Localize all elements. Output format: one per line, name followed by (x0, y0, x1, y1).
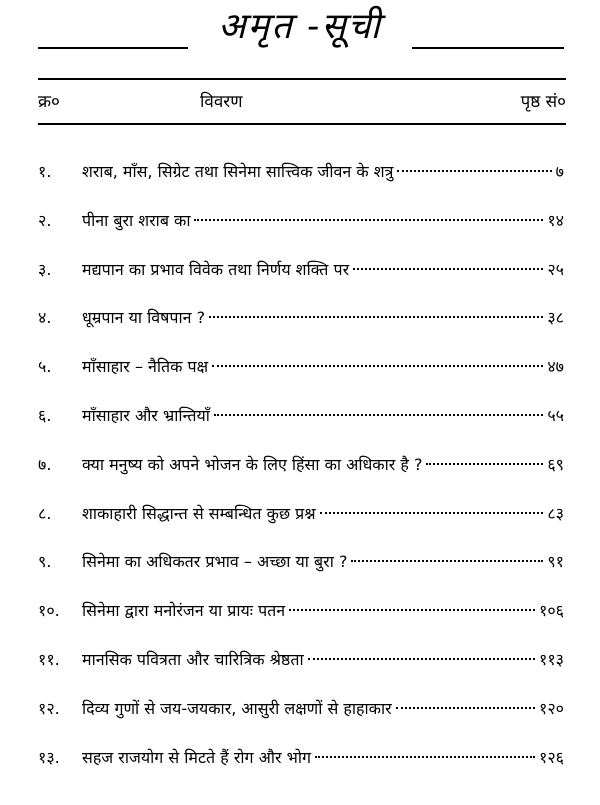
toc-item-page: ७ (555, 162, 564, 181)
toc-item-leader (315, 756, 535, 758)
toc-item-leader (426, 463, 543, 465)
toc-item-leader (209, 316, 543, 318)
toc-item-title: सिनेमा का अधिकतर प्रभाव – अच्छा या बुरा ? (82, 552, 348, 572)
title-row (0, 0, 600, 70)
toc-item-number: १०. (38, 601, 60, 621)
toc-item (38, 734, 564, 783)
toc-item-title: मानसिक पवित्रता और चारित्रिक श्रेष्ठता (82, 649, 304, 669)
toc-item-number: ४. (38, 308, 52, 328)
toc-item-page: ८३ (547, 503, 564, 523)
toc-item (38, 685, 564, 734)
toc-item-title: क्या मनुष्य को अपने भोजन के लिए हिंसा का अधिकार है ? (82, 454, 423, 474)
header-rule-top (38, 78, 566, 80)
toc-item-number: ९. (38, 552, 52, 572)
title-line-left (38, 47, 188, 49)
toc-item-number: ३. (38, 259, 52, 279)
toc-item-number: ६. (38, 405, 52, 425)
toc-item-number: ११. (38, 649, 60, 669)
toc-item-page: ९१ (547, 552, 564, 572)
header-number-label: क्र० (38, 92, 60, 112)
toc-item-number: ५. (38, 357, 52, 377)
toc-item (38, 246, 564, 295)
toc-item-page: १०६ (539, 601, 564, 621)
toc-item-title: धूम्रपान या विषपान ? (82, 308, 206, 328)
toc-item-title: सिनेमा द्वारा मनोरंजन या प्रायः पतन (82, 601, 286, 621)
toc-item-page: २५ (547, 259, 564, 279)
toc-item-leader (351, 560, 543, 562)
toc-item (38, 294, 564, 343)
toc-item-leader (396, 707, 535, 709)
toc-item-number: २. (38, 210, 52, 230)
toc-item-leader (214, 414, 543, 416)
toc-item (38, 343, 564, 392)
toc-item-title: दिव्य गुणों से जय-जयकार, आसुरी लक्षणों से हाहाकार (82, 698, 392, 718)
toc-item (38, 636, 564, 685)
toc-item-page: ४७ (547, 357, 564, 377)
toc-item-number: ७. (38, 454, 52, 474)
page-title: अमृत -सूची (218, 6, 382, 47)
toc-item (38, 587, 564, 636)
toc-item-number: ८. (38, 503, 52, 523)
toc-item-title: सहज राजयोग से मिटते हैं रोग और भोग (82, 747, 311, 767)
toc-item-leader (353, 268, 543, 270)
toc-item (38, 197, 564, 246)
toc-item-leader (308, 658, 535, 660)
toc-item (38, 490, 564, 539)
toc-item-leader (212, 365, 543, 367)
title-line-right (412, 47, 564, 49)
header-rule-bottom (38, 123, 566, 125)
toc-item-title: पीना बुरा शराब का (82, 210, 191, 230)
header-page-label: पृष्ठ सं० (520, 92, 566, 112)
toc-item-page: १२० (539, 698, 564, 718)
toc-item (38, 392, 564, 441)
toc-item-number: १२. (38, 698, 60, 718)
header-description-label: विवरण (200, 92, 243, 112)
toc-item-page: ३८ (547, 308, 564, 328)
table-header (38, 86, 566, 118)
toc-item-title: शाकाहारी सिद्धान्त से सम्बन्धित कुछ प्रश्न (82, 503, 316, 523)
toc-item-number: १३. (38, 747, 60, 767)
toc-item-leader (397, 170, 551, 172)
toc-item-page: ५५ (547, 405, 564, 425)
toc-item-title: मद्यपान का प्रभाव विवेक तथा निर्णय शक्ति पर (82, 259, 350, 279)
toc-item-page: १४ (547, 210, 564, 230)
toc-item-number: १. (38, 162, 52, 181)
toc-item-leader (194, 219, 543, 221)
toc-item (38, 538, 564, 587)
toc-item-leader (289, 609, 535, 611)
toc-list (38, 148, 564, 782)
toc-item-title: शराब, माँस, सिग्रेट तथा सिनेमा सात्त्विक जीवन के शत्रु (82, 162, 394, 181)
toc-item-title: माँसाहार – नैतिक पक्ष (82, 357, 209, 377)
toc-item-page: ६९ (547, 454, 564, 474)
toc-item (38, 148, 564, 197)
toc-item (38, 441, 564, 490)
toc-item-leader (320, 512, 544, 514)
toc-item-page: १२६ (539, 747, 564, 767)
toc-item-title: माँसाहार और भ्रान्तियाँ (82, 405, 210, 425)
toc-item-page: ११३ (539, 649, 564, 669)
